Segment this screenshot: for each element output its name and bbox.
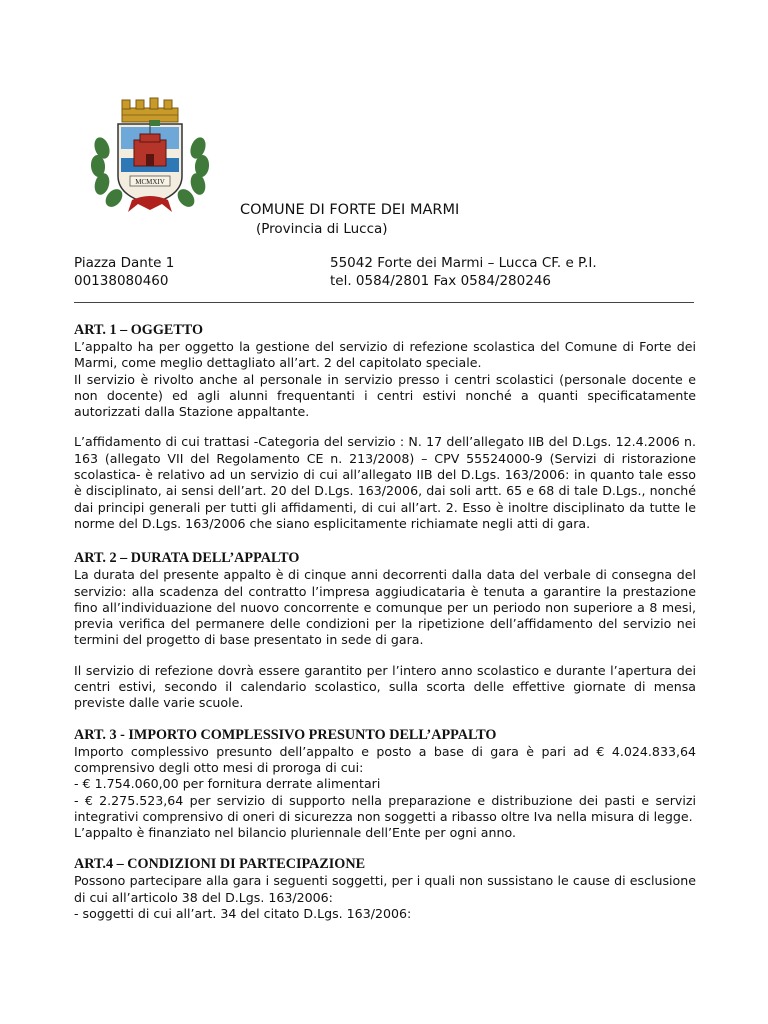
paragraph: La durata del presente appalto è di cinque anni decorrenti dalla data del verbale di consegna del servizio: alla scadenza del contratto l’impresa aggiudicataria è tenuta a garantire la prestazione fino all’individuazione del nuovo concorrente e comunque per un periodo non superiore a 8 mesi, previa verifica del permanere delle condizioni per la ripetizione dell’affidamento del servizio nei termini del progetto di base presentato in sede di gara. — [74, 567, 696, 648]
header-divider — [74, 302, 694, 303]
list-item: - € 2.275.523,64 per servizio di supporto nella preparazione e distribuzione dei pasti e servizi integrativi comprensivo di oneri di sicurezza non soggetti a ribasso oltre Iva nella misura di legge. — [74, 792, 696, 824]
paragraph: L’appalto ha per oggetto la gestione del servizio di refezione scolastica del Comune di Forte dei Marmi, come meglio dettagliato all’art. 2 del capitolato speciale. — [74, 339, 696, 371]
article-3 — [74, 727, 696, 842]
paragraph: Importo complessivo presunto dell’appalto e posto a base di gara è pari ad € 4.024.833,64 comprensivo degli otto mesi di proroga di cui: — [74, 743, 696, 775]
article-heading: ART. 3 - IMPORTO COMPLESSIVO PRESUNTO DELL’APPALTO — [74, 726, 497, 743]
address-city: 55042 Forte dei Marmi – Lucca CF. e P.I. — [330, 255, 597, 271]
paragraph: L’affidamento di cui trattasi -Categoria del servizio : N. 17 dell’allegato IIB del D.Lgs. 12.4.2006 n. 163 (allegato VII del Regolamento CE n. 213/2008) – CPV 55524000-9 (Servizi di ristorazione scolastica- è relativo ad un servizio di cui all’allegato IIB del D.Lgs. 163/2006: in quanto tale esso è disciplinato, ai sensi dell’art. 20 del D.Lgs. 163/2006, dai soli artt. 65 e 68 di tale D.Lgs., nonché dai principi generali per tutti gli affidamenti, di cui all’art. 2. Esso è inoltre disciplinato da tutte le norme del D.Lgs. 163/2006 che siano esplicitamente richiamate negli atti di gara. — [74, 434, 696, 531]
article-1 — [74, 322, 696, 532]
address-vat-number: 00138080460 — [74, 273, 169, 289]
article-heading: ART.4 – CONDIZIONI DI PARTECIPAZIONE — [74, 856, 366, 873]
paragraph: Possono partecipare alla gara i seguenti soggetti, per i quali non sussistano le cause di esclusione di cui all’articolo 38 del D.Lgs. 163/2006: — [74, 873, 696, 905]
crest-motto: MCMXIV — [135, 178, 165, 186]
list-item: - soggetti di cui all’art. 34 del citato D.Lgs. 163/2006: — [74, 906, 412, 922]
org-province: (Provincia di Lucca) — [256, 221, 388, 237]
paragraph: L’appalto è finanziato nel bilancio pluriennale dell’Ente per ogni anno. — [74, 825, 516, 841]
paragraph: Il servizio di refezione dovrà essere garantito per l’intero anno scolastico e durante l’apertura dei centri estivi, secondo il calendario scolastico, sulla scorta delle effettive giornate di mensa previste dalle varie scuole. — [74, 662, 696, 711]
mural-crown-icon — [122, 98, 178, 122]
article-2 — [74, 550, 696, 711]
org-name: COMUNE DI FORTE DEI MARMI — [240, 202, 460, 218]
document-body — [74, 322, 696, 922]
address-street: Piazza Dante 1 — [74, 255, 175, 271]
list-item: - € 1.754.060,00 per fornitura derrate alimentari — [74, 776, 381, 792]
article-heading: ART. 1 – OGGETTO — [74, 322, 204, 338]
paragraph: Il servizio è rivolto anche al personale in servizio presso i centri scolastici (personale docente e non docente) ed agli alunni frequentanti i centri estivi nonché a quanti specificatamente autorizzati dalla Stazione appaltante. — [74, 371, 696, 420]
article-heading: ART. 2 – DURATA DELL’APPALTO — [74, 550, 300, 567]
municipal-crest-icon — [88, 96, 212, 220]
address-contacts: tel. 0584/2801 Fax 0584/280246 — [330, 273, 552, 289]
article-4 — [74, 856, 696, 922]
